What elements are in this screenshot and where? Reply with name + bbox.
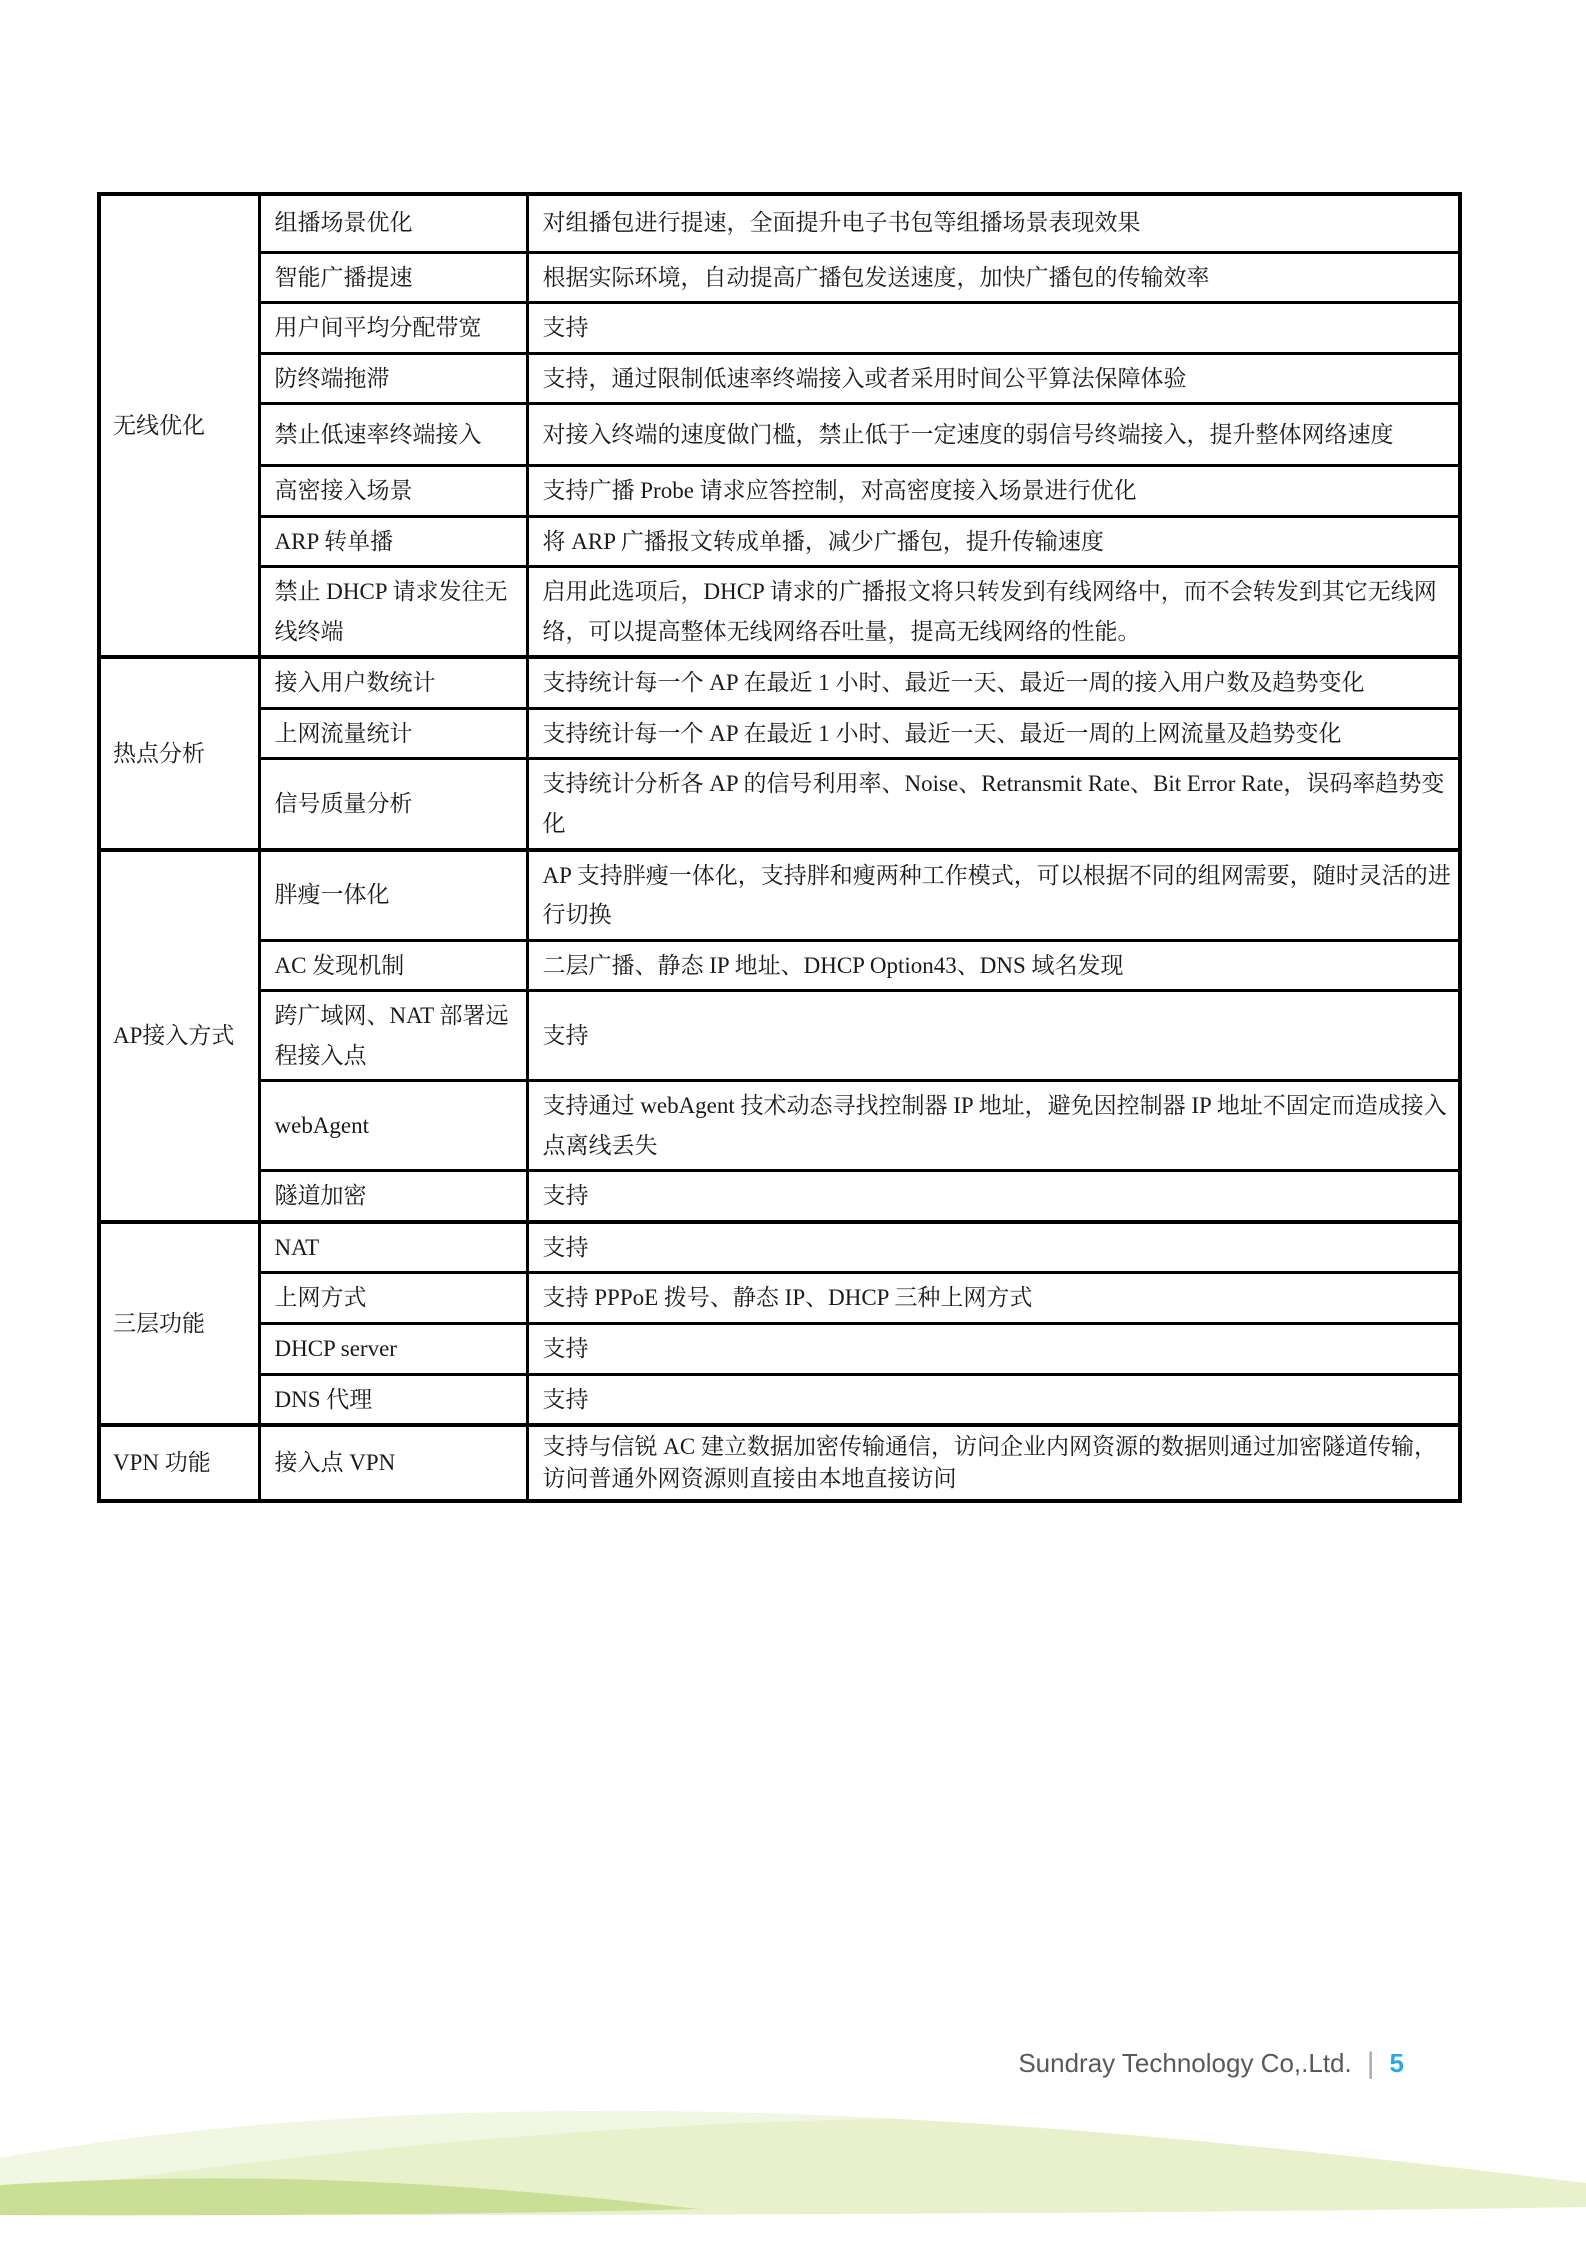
feature-label-cell: NAT xyxy=(259,1222,527,1273)
feature-label-cell: 上网流量统计 xyxy=(259,708,527,759)
feature-desc-cell: 对接入终端的速度做门槛，禁止低于一定速度的弱信号终端接入，提升整体网络速度 xyxy=(527,404,1460,466)
table-row xyxy=(99,1425,1460,1501)
feature-label-cell: 接入用户数统计 xyxy=(259,657,527,708)
table-row xyxy=(99,940,1460,991)
feature-desc-cell: 对组播包进行提速，全面提升电子书包等组播场景表现效果 xyxy=(527,194,1460,252)
table-row xyxy=(99,1081,1460,1171)
feature-desc-cell: 支持统计每一个 AP 在最近 1 小时、最近一天、最近一周的接入用户数及趋势变化 xyxy=(527,657,1460,708)
feature-label-cell: 接入点 VPN xyxy=(259,1425,527,1501)
spec-table xyxy=(97,192,1462,1503)
table-row xyxy=(99,1374,1460,1425)
table-row xyxy=(99,1222,1460,1273)
feature-desc-cell: 支持 xyxy=(527,991,1460,1081)
page-number: 5 xyxy=(1389,2048,1404,2078)
table-row xyxy=(99,516,1460,567)
feature-label-cell: DHCP server xyxy=(259,1323,527,1374)
category-cell: VPN 功能 xyxy=(99,1425,259,1501)
feature-label-cell: 上网方式 xyxy=(259,1273,527,1324)
category-cell: 热点分析 xyxy=(99,657,259,849)
feature-label-cell: 信号质量分析 xyxy=(259,759,527,850)
table-row xyxy=(99,850,1460,941)
feature-desc-cell: 支持 PPPoE 拨号、静态 IP、DHCP 三种上网方式 xyxy=(527,1273,1460,1324)
table-row xyxy=(99,404,1460,466)
feature-desc-cell: 支持 xyxy=(527,303,1460,354)
feature-label-cell: 高密接入场景 xyxy=(259,466,527,517)
table-row xyxy=(99,353,1460,404)
feature-desc-cell: 支持统计分析各 AP 的信号利用率、Noise、Retransmit Rate、Bit Error Rate，误码率趋势变化 xyxy=(527,759,1460,850)
feature-label-cell: DNS 代理 xyxy=(259,1374,527,1425)
bottom-wave-decoration xyxy=(0,2085,1586,2245)
feature-desc-cell: 支持 xyxy=(527,1323,1460,1374)
table-row xyxy=(99,303,1460,354)
category-cell: 三层功能 xyxy=(99,1222,259,1425)
feature-desc-cell: AP 支持胖瘦一体化，支持胖和瘦两种工作模式，可以根据不同的组网需要，随时灵活的进行切换 xyxy=(527,850,1460,941)
table-row xyxy=(99,466,1460,517)
table-row xyxy=(99,657,1460,708)
feature-label-cell: 跨广域网、NAT 部署远程接入点 xyxy=(259,991,527,1081)
feature-label-cell: AC 发现机制 xyxy=(259,940,527,991)
feature-desc-cell: 启用此选项后，DHCP 请求的广播报文将只转发到有线网络中，而不会转发到其它无线网络，可以提高整体无线网络吞吐量，提高无线网络的性能。 xyxy=(527,567,1460,658)
feature-label-cell: 隧道加密 xyxy=(259,1171,527,1222)
table-row xyxy=(99,567,1460,658)
category-cell: 无线优化 xyxy=(99,194,259,657)
table-row xyxy=(99,1273,1460,1324)
table-row xyxy=(99,252,1460,303)
feature-label-cell: 防终端拖滞 xyxy=(259,353,527,404)
company-name: Sundray Technology Co,.Ltd. xyxy=(1018,2048,1352,2078)
page-footer xyxy=(1018,2048,1404,2079)
feature-desc-cell: 支持与信锐 AC 建立数据加密传输通信，访问企业内网资源的数据则通过加密隧道传输，访问普通外网资源则直接由本地直接访问 xyxy=(527,1425,1460,1501)
feature-label-cell: 禁止低速率终端接入 xyxy=(259,404,527,466)
table-row xyxy=(99,1171,1460,1222)
table-row xyxy=(99,991,1460,1081)
table-row xyxy=(99,1323,1460,1374)
category-cell: AP接入方式 xyxy=(99,850,259,1222)
feature-label-cell: 智能广播提速 xyxy=(259,252,527,303)
feature-label-cell: 胖瘦一体化 xyxy=(259,850,527,941)
feature-desc-cell: 支持 xyxy=(527,1171,1460,1222)
feature-desc-cell: 二层广播、静态 IP 地址、DHCP Option43、DNS 域名发现 xyxy=(527,940,1460,991)
feature-desc-cell: 将 ARP 广播报文转成单播，减少广播包，提升传输速度 xyxy=(527,516,1460,567)
feature-desc-cell: 支持广播 Probe 请求应答控制，对高密度接入场景进行优化 xyxy=(527,466,1460,517)
feature-label-cell: 组播场景优化 xyxy=(259,194,527,252)
feature-desc-cell: 支持 xyxy=(527,1374,1460,1425)
table-row xyxy=(99,759,1460,850)
feature-desc-cell: 支持 xyxy=(527,1222,1460,1273)
feature-label-cell: webAgent xyxy=(259,1081,527,1171)
footer-divider-bar: | xyxy=(1366,2046,1375,2080)
feature-label-cell: 禁止 DHCP 请求发往无线终端 xyxy=(259,567,527,658)
feature-desc-cell: 支持统计每一个 AP 在最近 1 小时、最近一天、最近一周的上网流量及趋势变化 xyxy=(527,708,1460,759)
feature-desc-cell: 支持通过 webAgent 技术动态寻找控制器 IP 地址，避免因控制器 IP 地址不固定而造成接入点离线丢失 xyxy=(527,1081,1460,1171)
feature-desc-cell: 支持，通过限制低速率终端接入或者采用时间公平算法保障体验 xyxy=(527,353,1460,404)
feature-label-cell: 用户间平均分配带宽 xyxy=(259,303,527,354)
table-row xyxy=(99,194,1460,252)
feature-label-cell: ARP 转单播 xyxy=(259,516,527,567)
table-row xyxy=(99,708,1460,759)
feature-desc-cell: 根据实际环境，自动提高广播包发送速度，加快广播包的传输效率 xyxy=(527,252,1460,303)
